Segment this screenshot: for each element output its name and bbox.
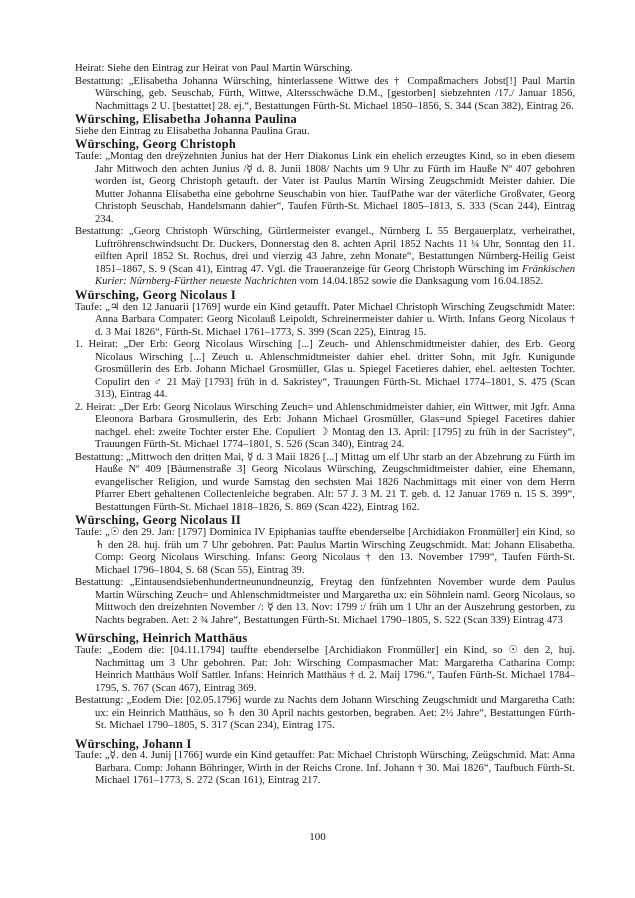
record-taufe-heinrich-matthaeus: Taufe: „Eodem die: [04.11.1794] tauffte ebenderselbe [Archidiakon Fronmüller] ein Kind, so ☉ den 2, huj. Nachmittag um 3 Uhr gebohren. Pat: Joh: Wirsching Compasmacher Mat: Margaretha Catharina Comp: Heinrich Matthäus Wolf Sattler. Infans: Heinrich Matthäus † d. 2. Maij 1796.“, Taufen Fürth-St. Michael 1784–1795, S. 767 (Scan 467), Eintrag 369. [75,645,575,694]
newspaper-title-italic: Fränkischen Kurier: Nürnberg-Fürther neueste Nachrichten [95,263,575,288]
person-heading-johann-1: Würsching, Johann I [75,736,192,751]
record-heirat-reference: Heirat: Siehe den Eintrag zur Heirat von Paul Martin Würsching. [75,63,353,74]
person-heading-heinrich-matthaeus: Würsching, Heinrich Matthäus [75,631,248,646]
record-bestattung-georg-christoph [75,226,575,289]
page-number: 100 [309,831,326,843]
record-bestattung-intro: Bestattung: „Elisabetha Johanna Würsching, hinterlassene Wittwe des † Compaßmachers Jobst[!] Paul Martin Würsching, geb. Seuschab, Fürth, Wittwe, Altersschwäche D.M., [gestorben] siebzehnten /17./ Januar 1856, Nachmittags 2 U. [bestattet] 28. ej.“, Bestattungen Fürth-St. Michael 1850–1856, S. 344 (Scan 382), Eintrag 26. [75,75,575,112]
record-taufe-johann-1: Taufe: „☿. den 4. Junij [1766] wurde ein Kind getauffet: Pat: Michael Christoph Würsching, Zeügschmid. Mat: Anna Barbara. Comp: Johann Böhringer, Wirth in der Reichs Crone. Inf. Johann † 30. Mai 1826“, Taufbuch Fürth-St. Michael 1761–1773, S. 272 (Scan 161), Eintrag 217. [75,750,575,787]
record-taufe-georg-nicolaus-2: Taufe: „☉ den 29. Jan: [1797] Dominica IV Epiphanias tauffte ebenderselbe [Archidiakon Fronmüller] ein Kind, so ♄ den 28. huj. früh um 7 Uhr gebohren. Pat: Paulus Martin Wirsching Zeugschmidt. Mat: Johann Elisabetha. Comp: Georg Nicolaus Wirsching. Infans: Georg Nicolaus † den 13. November 1799“, Taufen Fürth-St. Michael 1796–1804, S. 68 (Scan 55), Eintrag 39. [75,527,575,576]
record-heirat-1-georg-nicolaus-1: 1. Heirat: „Der Erb: Georg Nicolaus Wirsching [...] Zeuch- und Ahlenschmidtmeister dahier, des Erb. Georg Nicolaus Wirsching [...] Zeuch u. Ahlenschmidtmeister dahier ehel. dritter Sohn, mit Jgfr. Kunigunde Grosmüllerin des Erb. Johann Michael Grosmüller, Glas u. Spiegel Facetieres dahier, ehel. aeltesten Tochter. Copulirt den ♂ 21 Maÿ [1793] früh in d. Sakristey“, Trauungen Fürth-St. Michael 1774–1801, S. 475 (Scan 313), Eintrag 44. [75,339,575,401]
person-heading-georg-nicolaus-1: Würsching, Georg Nicolaus I [75,287,236,302]
record-siehe-reference: Siehe den Eintrag zu Elisabetha Johanna Paulina Grau. [75,125,310,137]
record-taufe-georg-christoph: Taufe: „Montag den dreÿzehnten Junius hat der Herr Diakonus Link ein ehelich erzeugtes Kind, so in eben diesem Jahr Mittwoch den achten Junius /☿ d. 8. Junii 1808/ Nachts um 9 Uhr zu Fürth im Hauße Nº 407 gebohren worden ist, Georg Christoph getauft. der Vater ist Paulus Martin Wirsing Zeugschmidt Meister dahier. Die Mutter Johanna Elisabetha eine gebohrne Seuschabin von hier. TaufPathe war der väterliche Großvater, Georg Christoph Seuschab, Handelsmann dahier“, Taufen Fürth-St. Michael 1805–1813, S. 333 (Scan 244), Eintrag 234. [75,151,575,225]
person-heading-georg-christoph: Würsching, Georg Christoph [75,137,236,152]
person-heading-elisabetha-johanna-paulina: Würsching, Elisabetha Johanna Paulina [75,112,297,126]
record-text-segment: vom 14.04.1852 sowie die Danksagung vom 16.04.1852. [296,276,544,288]
page-content [75,63,575,788]
record-bestattung-georg-nicolaus-1: Bestattung: „Mittwoch den dritten Mai, ☿ d. 3 Maii 1826 [...] Mittag um elf Uhr starb an der Abzehrung zu Fürth im Hauße Nº 409 [Bäumenstraße 3] Georg Nicolaus Würsching, Zeugschmidtmeister dahier, eine Ehemann, evangelischer Religion, und wurde Samstag den sechsten Mai 1826 Nachmittags mit einer von dem Herrn Pfarrer Ebert gehaltenen Collectenleiche begraben. Alt: 57 J. 3 M. 21 T. geb. d. 12 Januar 1769 n. 15 S. 399“, Bestattungen Fürth-St. Michael 1818–1826, S. 869 (Scan 422), Eintrag 162. [75,451,575,513]
record-heirat-2-georg-nicolaus-1: 2. Heirat: „Der Erb: Georg Nicolaus Wirsching Zeuch= und Ahlenschmidmeister dahier, ein Wittwer, mit Jgfr. Anna Eleonora Barbara Grosmullerin, des Erb: Johann Michael Grosmüller, Glas=und Spiegel Facetires dahier nachgel. ehel: zweite Tochter erster Ehe. Copuliert ☽ Montag den 13. April: [1795] zu früh in der Sacristey“, Trauungen Fürth-St. Michael 1774–1801, S. 526 (Scan 340), Eintrag 24. [75,401,575,451]
record-bestattung-heinrich-matthaeus: Bestattung: „Eodem Die: [02.05.1796] wurde zu Nachts dem Johann Wirsching Zeugschmidt und Margaretha Cath: ux: ein Heinrich Matthäus, so ♄ den 30 April nachts gestorben, begraben. Aet: 2½ Jahre“, Bestattungen Fürth-St. Michael 1790–1805, S. 317 (Scan 234), Eintrag 175. [75,695,575,732]
person-heading-georg-nicolaus-2: Würsching, Georg Nicolaus II [75,513,241,528]
record-bestattung-georg-nicolaus-2: Bestattung: „Eintausendsiebenhundertneunundneunzig, Freytag den fünfzehnten November wurde dem Paulus Martin Würsching Zeuch= und Ahlenschmidtmeister und Margaretha ux: ein Söhnlein naml. Georg Nicolaus, so Mittwoch den dreizehnten November /: ☿ den 13. Nov: 1799 :/ früh um 1 Uhr an der Auszehrung gestorben, zu Nachts begraben. Aet: 2 ¾ Jahre“, Bestattungen Fürth-St. Michael 1790–1805, S. 522 (Scan 339) Eintrag 473 [75,577,575,626]
record-text-segment: Bestattung: „Georg Christoph Würsching, Gürtlermeister evangel., Nürnberg L 55 Bergauerplatz, verheirathet, Luftröhrenschwindsucht Dr. Duckers, Donnerstag den 8. achten April 1852 Nachts 11 ¼ Uhr, Sonntag den 11. eilften April 1852 St. Rochus, drei und vierzig 43 Jahre, zehn Monate“, Bestattungen Nürnberg-Heilig Geist 1851–1867, S. 9 (Scan 41), Eintrag 47. Vgl. die Traueranzeige für Georg Christoph Würsching im [75,226,575,275]
record-taufe-georg-nicolaus-1: Taufe: „♃ den 12 Januarii [1769] wurde ein Kind getaufft. Pater Michael Christoph Wirsching Zeugschmidt Mater: Anna Barbara Compater: Georg Nicolauß Leipoldt, Schreinermeister dahier u. Wirth. Infans Georg Nicolaus † d. 3 Mai 1826“, Fürth-St. Michael 1761–1773, S. 399 (Scan 225), Eintrag 15. [75,301,575,338]
